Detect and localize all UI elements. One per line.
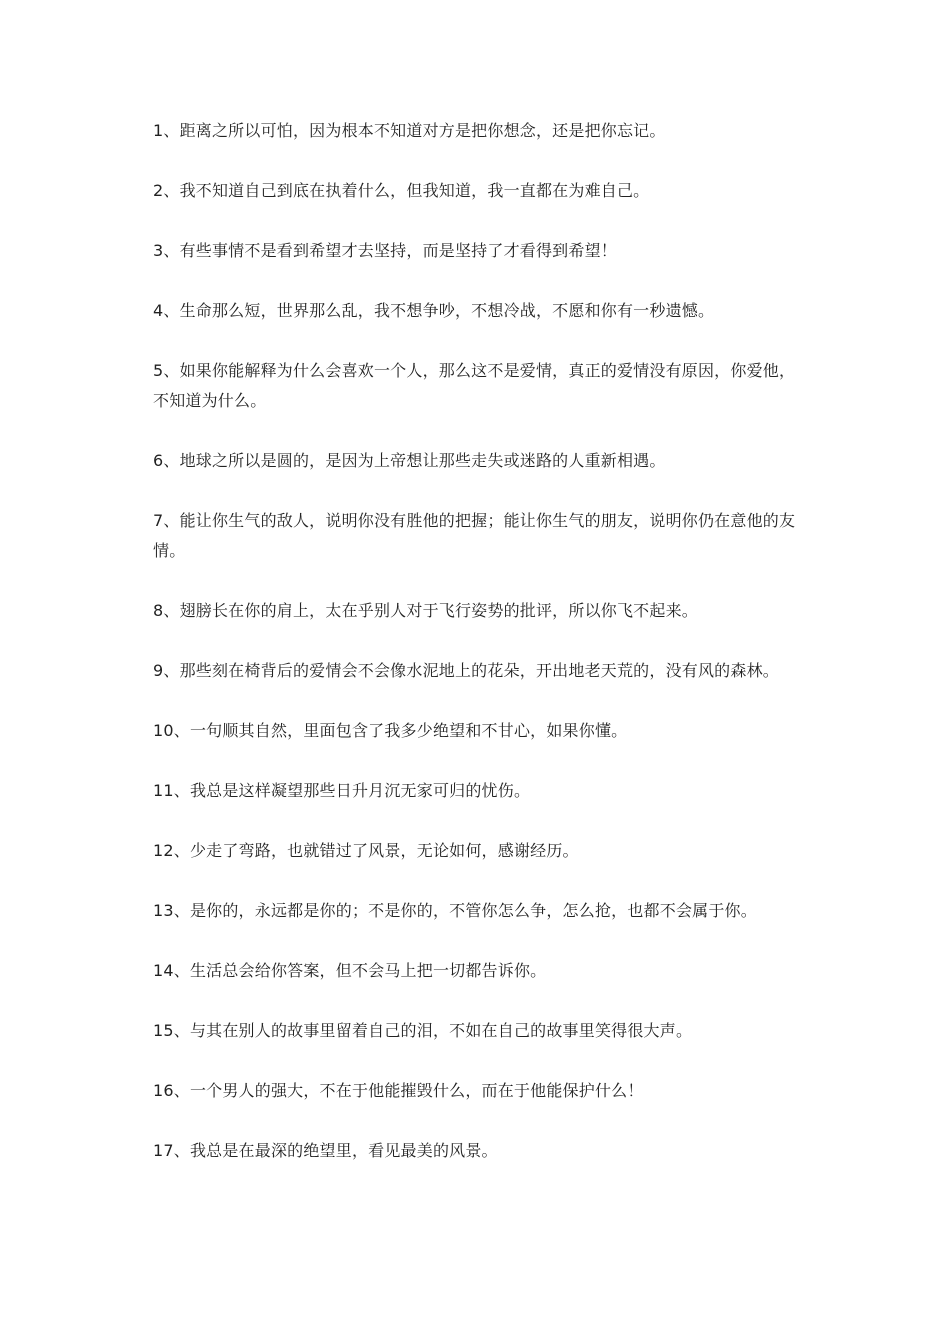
quote-list xyxy=(153,116,798,1196)
quote-item: 3、有些事情不是看到希望才去坚持，而是坚持了才看得到希望！ xyxy=(153,241,617,260)
quote-item: 11、我总是这样凝望那些日升月沉无家可归的忧伤。 xyxy=(153,781,531,800)
quote-item: 16、一个男人的强大，不在于他能摧毁什么，而在于他能保护什么！ xyxy=(153,1081,644,1100)
quote-item: 8、翅膀长在你的肩上，太在乎别人对于飞行姿势的批评，所以你飞不起来。 xyxy=(153,601,698,620)
quote-item: 9、那些刻在椅背后的爱情会不会像水泥地上的花朵，开出地老天荒的，没有风的森林。 xyxy=(153,661,779,680)
quote-item: 5、如果你能解释为什么会喜欢一个人，那么这不是爱情，真正的爱情没有原因，你爱他，不知道为什么。 xyxy=(153,361,796,410)
quote-item: 13、是你的，永远都是你的；不是你的，不管你怎么争，怎么抢，也都不会属于你。 xyxy=(153,901,757,920)
quote-item: 14、生活总会给你答案，但不会马上把一切都告诉你。 xyxy=(153,961,547,980)
quote-item: 4、生命那么短，世界那么乱，我不想争吵，不想冷战，不愿和你有一秒遗憾。 xyxy=(153,301,715,320)
quote-item: 6、地球之所以是圆的，是因为上帝想让那些走失或迷路的人重新相遇。 xyxy=(153,451,666,470)
quote-item: 2、我不知道自己到底在执着什么，但我知道，我一直都在为难自己。 xyxy=(153,181,650,200)
quote-item: 15、与其在别人的故事里留着自己的泪，不如在自己的故事里笑得很大声。 xyxy=(153,1021,693,1040)
quote-item: 17、我总是在最深的绝望里，看见最美的风景。 xyxy=(153,1141,498,1160)
quote-item: 10、一句顺其自然，里面包含了我多少绝望和不甘心，如果你懂。 xyxy=(153,721,628,740)
quote-item: 1、距离之所以可怕，因为根本不知道对方是把你想念，还是把你忘记。 xyxy=(153,121,666,140)
quote-item: 7、能让你生气的敌人，说明你没有胜他的把握；能让你生气的朋友，说明你仍在意他的友情。 xyxy=(153,511,796,560)
quote-item: 12、少走了弯路，也就错过了风景，无论如何，感谢经历。 xyxy=(153,841,579,860)
